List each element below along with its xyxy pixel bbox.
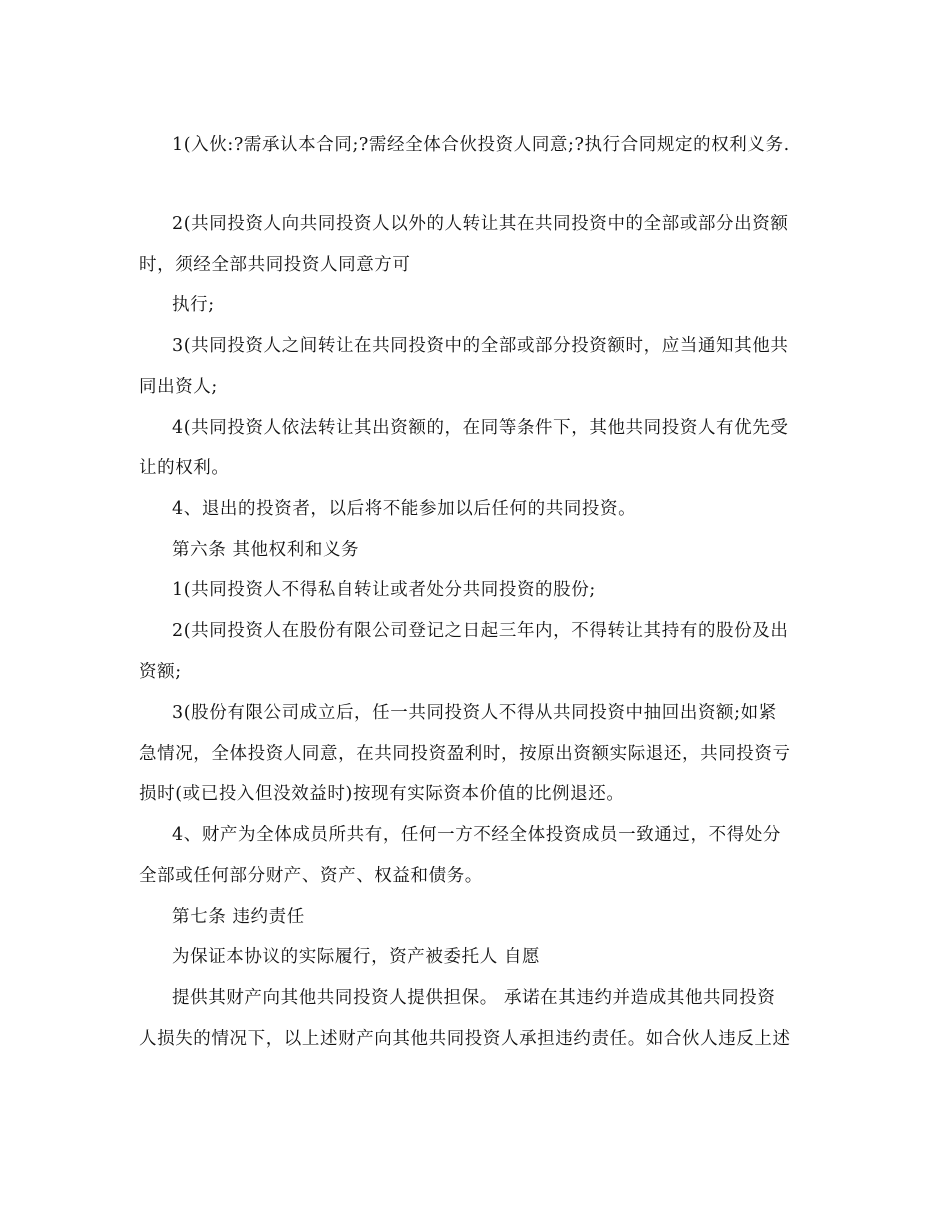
text-line-18: 全部或任何部分财产、资产、权益和债务。 xyxy=(139,866,483,886)
text-line-13: 资额; xyxy=(139,662,182,682)
text-line-17: 4、财产为全体成员所共有，任何一方不经全体投资成员一致通过，不得处分 xyxy=(172,825,782,845)
text-line-12: 2(共同投资人在股份有限公司登记之日起三年内，不得转让其持有的股份及出 xyxy=(172,621,789,641)
text-line-2: 2(共同投资人向共同投资人以外的人转让其在共同投资中的全部或部分出资额 xyxy=(172,214,789,234)
text-line-6: 同出资人; xyxy=(139,377,218,397)
text-line-11: 1(共同投资人不得私自转让或者处分共同投资的股份; xyxy=(172,580,596,600)
text-line-5: 3(共同投资人之间转让在共同投资中的全部或部分投资额时，应当通知其他共 xyxy=(172,336,789,356)
text-line-4: 执行; xyxy=(172,295,215,315)
section-heading-7: 第七条 违约责任 xyxy=(172,907,305,927)
text-line-7: 4(共同投资人依法转让其出资额的，在同等条件下，其他共同投资人有优先受 xyxy=(172,418,789,438)
text-line-14: 3(股份有限公司成立后，任一共同投资人不得从共同投资中抽回出资额;如紧 xyxy=(172,703,777,723)
text-line-8: 让的权利。 xyxy=(139,458,230,478)
text-line-21: 提供其财产向其他共同投资人提供担保。 承诺在其违约并造成其他共同投资 xyxy=(172,988,776,1008)
text-line-1: 1(入伙:?需承认本合同;?需经全体合伙投资人同意;?执行合同规定的权利义务. xyxy=(172,135,790,155)
text-line-16: 损时(或已投入但没效益时)按现有实际资本价值的比例退还。 xyxy=(139,784,625,804)
text-line-15: 急情况，全体投资人同意，在共同投资盈利时，按原出资额实际退还，共同投资亏 xyxy=(139,744,791,764)
text-line-3: 时，须经全部共同投资人同意方可 xyxy=(139,255,411,275)
text-line-22: 人损失的情况下，以上述财产向其他共同投资人承担违约责任。如合伙人违反上述 xyxy=(139,1029,791,1049)
text-line-9: 4、退出的投资者，以后将不能参加以后任何的共同投资。 xyxy=(172,499,637,519)
section-heading-6: 第六条 其他权利和义务 xyxy=(172,540,360,560)
text-line-20: 为保证本协议的实际履行，资产被委托人 自愿 xyxy=(172,947,541,967)
